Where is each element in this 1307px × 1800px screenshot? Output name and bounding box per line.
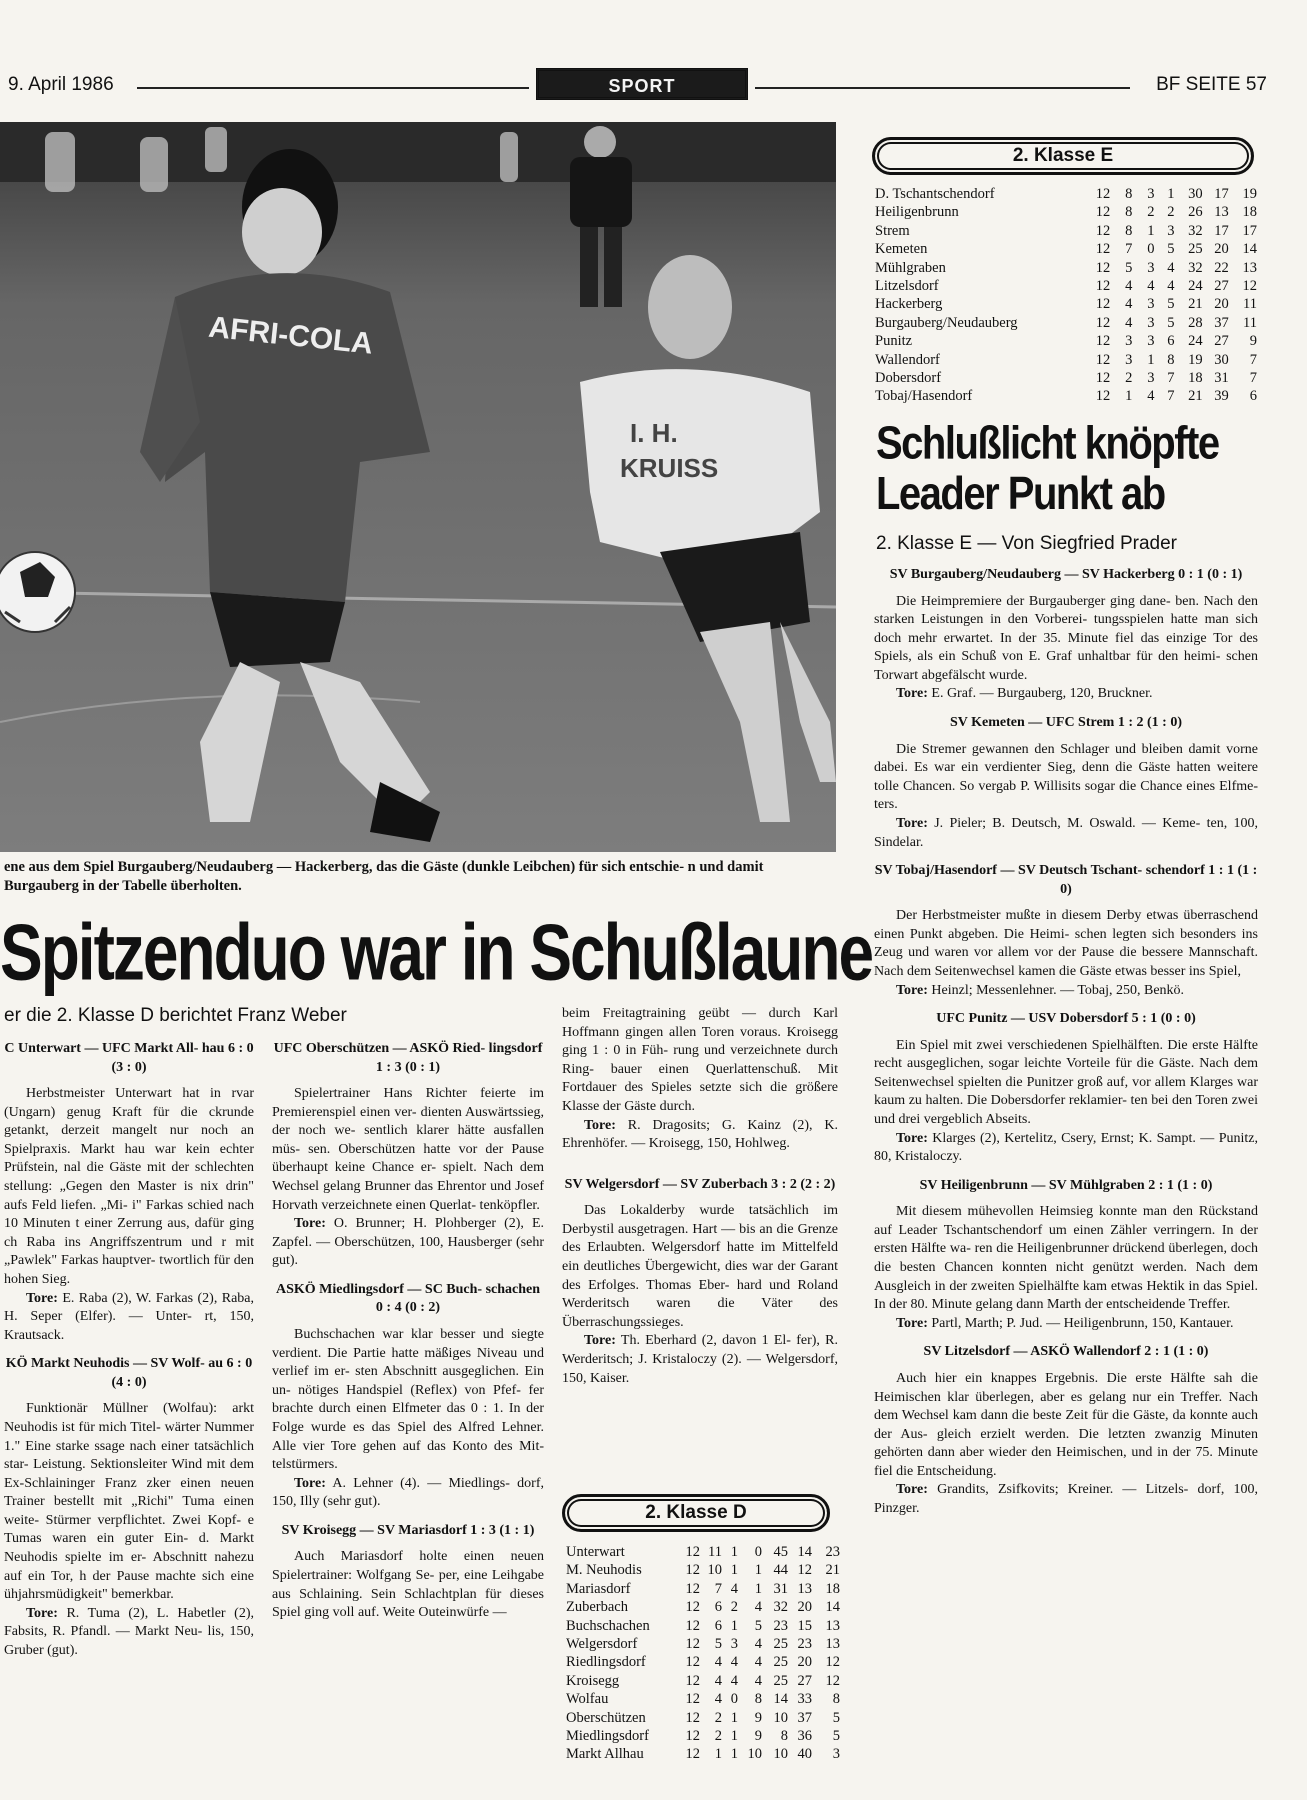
team-name: Kroisegg xyxy=(566,1672,620,1689)
stat-cell: 7 xyxy=(1167,388,1175,405)
stat-cell: 12 xyxy=(1242,278,1257,295)
match-heading: SV Litzelsdorf — ASKÖ Wallendorf 2 : 1 (1 : 0) xyxy=(923,1344,1209,1360)
stat-cell: 6 xyxy=(714,1599,722,1616)
stat-cell: 12 xyxy=(685,1654,700,1671)
stat-cell: 32 xyxy=(773,1599,788,1616)
stat-cell: 32 xyxy=(1188,222,1203,239)
stat-cell: 5 xyxy=(754,1617,762,1634)
stat-cell: 2 xyxy=(714,1728,722,1745)
stat-cell: 12 xyxy=(1095,278,1111,295)
stat-cell: 5 xyxy=(1167,314,1175,331)
team-name: Mühlgraben xyxy=(875,259,946,276)
stat-cell: 28 xyxy=(1188,314,1203,331)
stat-cell: 14 xyxy=(797,1544,812,1560)
stat-cell: 17 xyxy=(1214,222,1229,239)
team-name: D. Tschantschendorf xyxy=(875,186,995,202)
stat-cell: 12 xyxy=(1095,333,1111,350)
match-heading: C Unterwart — UFC Markt All- hau 6 : 0 (3 : 0) xyxy=(4,1041,254,1075)
team-name: Mariasdorf xyxy=(566,1580,631,1597)
table-row xyxy=(875,369,1257,387)
stat-cell: 12 xyxy=(685,1728,700,1745)
stat-cell: 1 xyxy=(1147,222,1155,239)
stat-cell: 0 xyxy=(754,1544,762,1560)
stat-cell: 8 xyxy=(1125,222,1133,239)
stat-cell: 39 xyxy=(1214,388,1229,405)
team-name: Burgauberg/Neudauberg xyxy=(875,314,1018,331)
stat-cell: 12 xyxy=(825,1654,840,1671)
table-row xyxy=(875,332,1257,350)
stat-cell: 10 xyxy=(773,1746,788,1763)
team-name: Oberschützen xyxy=(566,1709,646,1726)
stat-cell: 27 xyxy=(797,1672,812,1689)
stat-cell: 12 xyxy=(1095,222,1111,239)
team-name: Unterwart xyxy=(566,1544,625,1560)
stat-cell: 3 xyxy=(1147,370,1155,387)
stat-cell: 2 xyxy=(1167,204,1175,221)
table-row xyxy=(566,1617,840,1635)
stat-cell: 4 xyxy=(1147,388,1155,405)
scorers-line: Tore: A. Lehner (4). — Miedlings- dorf, 150, Illy (sehr gut). xyxy=(272,1475,544,1510)
stat-cell: 3 xyxy=(1125,333,1133,350)
stat-cell: 10 xyxy=(773,1709,788,1726)
table-row xyxy=(566,1598,840,1616)
header-rule-right xyxy=(755,87,1130,89)
article-e-byline: 2. Klasse E — Von Siegfried Prader xyxy=(876,533,1177,554)
stat-cell: 20 xyxy=(797,1654,812,1671)
stat-cell: 19 xyxy=(1242,186,1257,202)
match-heading: SV Heiligenbrunn — SV Mühlgraben 2 : 1 (1 : 0) xyxy=(919,1177,1213,1193)
stat-cell: 1 xyxy=(730,1544,738,1560)
stat-cell: 1 xyxy=(730,1562,738,1579)
team-name: Tobaj/Hasendorf xyxy=(875,388,973,405)
football xyxy=(0,552,75,632)
jersey-text-right-1: I. H. xyxy=(630,418,678,448)
match-heading: SV Tobaj/Hasendorf — SV Deutsch Tschant- schendorf 1 : 1 (1 : 0) xyxy=(874,863,1258,897)
stat-cell: 21 xyxy=(1188,388,1203,405)
team-name: Wallendorf xyxy=(875,351,940,368)
stat-cell: 31 xyxy=(773,1580,788,1597)
header-rule-left xyxy=(137,87,529,89)
stat-cell: 4 xyxy=(754,1599,762,1616)
table-row xyxy=(875,222,1257,240)
stat-cell: 4 xyxy=(1125,278,1133,295)
stat-cell: 2 xyxy=(1147,204,1155,221)
match-report: Ein Spiel mit zwei verschiedenen Spielhälften. Die erste Hälfte recht ausgeglichen, sogar leichte Vorteile für die Gäste. Nach dem Seitenwechsel spielten die Punitzer groß auf, vor allem Klarges war kaum zu halten. Die Dobersdorfer reklamier- ten bei den Toren zwei und drei vergeblich Abseits. xyxy=(874,1037,1258,1127)
table-row xyxy=(566,1745,840,1763)
table-row xyxy=(566,1580,840,1598)
table-row xyxy=(566,1709,840,1727)
team-name: Strem xyxy=(875,222,910,239)
match-heading: KÖ Markt Neuhodis — SV Wolf- au 6 : 0 (4 : 0) xyxy=(5,1356,253,1390)
stat-cell: 4 xyxy=(754,1636,762,1653)
stat-cell: 1 xyxy=(730,1728,738,1745)
stat-cell: 37 xyxy=(797,1709,812,1726)
match-report: Mit diesem mühevollen Heimsieg konnte man den Rückstand auf Leader Tschantschendorf um einen Zähler verringern. In der ersten Hälfte wa- ren die Heiligenbrunner drückend überlegen, doch die besten Chancen konnten nicht genützt werden. Nach dem Ausgleich in der zweiten Spielhälfte kam etwas Hektik in das Spiel. In der 80. Minute gelang dann Marth der entscheidende Treffer. xyxy=(874,1204,1258,1313)
stat-cell: 22 xyxy=(1214,259,1229,276)
stat-cell: 1 xyxy=(754,1580,762,1597)
section-label: SPORT xyxy=(536,68,748,100)
stat-cell: 27 xyxy=(1214,278,1229,295)
match-report: Auch Mariasdorf holte einen neuen Spielertrainer: Wolfgang Se- per, eine Leihgabe aus Schlaining. Sein Schlachtplan für dieses Spiel ging voll auf. Weite Outeinwürfe — xyxy=(272,1549,544,1621)
stat-cell: 12 xyxy=(1095,296,1111,313)
team-name: Hackerberg xyxy=(875,296,943,313)
issue-date: 9. April 1986 xyxy=(8,74,114,95)
stat-cell: 4 xyxy=(714,1691,722,1708)
stat-cell: 10 xyxy=(707,1562,722,1579)
stat-cell: 24 xyxy=(1188,278,1203,295)
stat-cell: 2 xyxy=(730,1599,738,1616)
match-heading: ASKÖ Miedlingsdorf — SC Buch- schachen 0 : 4 (0 : 2) xyxy=(275,1281,541,1316)
stat-cell: 8 xyxy=(1125,186,1133,202)
team-name: Dobersdorf xyxy=(875,370,942,387)
match-report: Auch hier ein knappes Ergebnis. Die erste Hälfte sah die Heimischen klar überlegen, aber es gelang nur ein Treffer. Nach dem Wechsel kam dann die beste Zeit für die Gäste, da konnte auch der Aus- gleich erzielt werden. Die letzten zwanzig Minuten gehörten dann aber wieder den Heimischen, und in der 75. Minute fiel die Entscheidung. xyxy=(874,1370,1258,1479)
stat-cell: 7 xyxy=(714,1580,722,1597)
table-row xyxy=(875,314,1257,332)
match-report: Die Heimpremiere der Burgauberger ging dane- ben. Nach den starken Leistungen in den Vorberei- tungsspielen hatte man sich doch mehr erwartet. In der 35. Minute fiel das einzige Tor des Spiels, als ein Schuß von E. Graf unhaltbar für den heimi- schen Torwart abgefälscht wurde. xyxy=(874,593,1258,683)
stat-cell: 1 xyxy=(730,1617,738,1634)
stat-cell: 18 xyxy=(825,1580,840,1597)
team-name: Riedlingsdorf xyxy=(566,1654,646,1671)
stat-cell: 20 xyxy=(1214,241,1229,258)
stat-cell: 12 xyxy=(685,1691,700,1708)
scorers-line: Tore: Heinzl; Messenlehner. — Tobaj, 250, Benkö. xyxy=(896,982,1185,998)
match-report-continued: beim Freitagtraining geübt — durch Karl Hoffmann gingen allen Toren voraus. Kroisegg ging 1 : 0 in Füh- rung und verzeichnete durch Ring- bauer einen Querlattenschuß. Mit Fortdauer des Spieles setzte sich die größere Klasse der Gäste durch. xyxy=(562,1006,838,1114)
stat-cell: 12 xyxy=(685,1746,700,1763)
stat-cell: 4 xyxy=(754,1672,762,1689)
stat-cell: 12 xyxy=(1095,259,1111,276)
stat-cell: 3 xyxy=(1147,186,1155,202)
stat-cell: 21 xyxy=(1188,296,1203,313)
stat-cell: 2 xyxy=(714,1709,722,1726)
article-e-headline-line-2: Leader Punkt ab xyxy=(876,468,1165,520)
table-d-title: 2. Klasse D xyxy=(562,1494,830,1532)
stat-cell: 1 xyxy=(1147,351,1155,368)
stat-cell: 12 xyxy=(1095,186,1111,202)
table-row xyxy=(875,387,1257,405)
stat-cell: 11 xyxy=(708,1544,722,1560)
stat-cell: 3 xyxy=(1147,314,1155,331)
stat-cell: 13 xyxy=(825,1636,840,1653)
stat-cell: 4 xyxy=(754,1654,762,1671)
stat-cell: 36 xyxy=(797,1728,812,1745)
stat-cell: 17 xyxy=(1214,186,1229,202)
match-report: Spielertrainer Hans Richter feierte im Premierenspiel einen ver- dienten Auswärtssieg, der noch we- sentlich klarer hätte ausfallen müs- sen. Oberschützen hatte vor der Pause überhaupt keine Chance er- spielt. Nach dem Wechsel gelang Brunner das Ehrentor und Josef Horvath verzeichnete einen Querlat- tenköpfler. xyxy=(272,1086,544,1213)
page-number: BF SEITE 57 xyxy=(1156,74,1267,95)
stat-cell: 12 xyxy=(685,1636,700,1653)
stat-cell: 4 xyxy=(1167,259,1175,276)
jersey-text-right-2: KRUISS xyxy=(620,453,719,483)
stat-cell: 20 xyxy=(1214,296,1229,313)
match-report: Funktionär Müllner (Wolfau): arkt Neuhodis ist für mich Titel- wärter Nummer 1." Eine starke ssage nach einer tatsächlich star- Leistung. Sektionsleiter Wind mit dem Ex-Schlaininger Franz zker einen neuen Trainer bestellt mit „Richi" Tuma einen weite- Stürmer verpflichtet. Zwei Kopf- e Tumas waren ein guter Ein- d. Markt Neuhodis spielte im er- Abschnitt nahezu auf ein Tor, h der Pause machte sich eine ühjahrsmüdigkeit" bemerkbar. xyxy=(4,1401,254,1603)
stat-cell: 25 xyxy=(773,1654,788,1671)
stat-cell: 12 xyxy=(685,1544,700,1560)
stat-cell: 12 xyxy=(1095,388,1111,405)
scorers-line: Tore: O. Brunner; H. Plohberger (2), E. Zapfel. — Oberschützen, 100, Hausberger (sehr gut). xyxy=(272,1216,544,1269)
stat-cell: 26 xyxy=(1188,204,1203,221)
stat-cell: 5 xyxy=(832,1728,840,1745)
match-report: Die Stremer gewannen den Schlager und bleiben damit vorne dabei. Es war ein verdienter Sieg, denn die Gäste hatten weitere tolle Chancen. So vergab P. Willisits sogar die Chance eines Elfme- ters. xyxy=(874,741,1258,813)
stat-cell: 33 xyxy=(797,1691,812,1708)
table-row xyxy=(875,277,1257,295)
stat-cell: 4 xyxy=(730,1580,738,1597)
stat-cell: 10 xyxy=(747,1746,762,1763)
stat-cell: 30 xyxy=(1214,351,1229,368)
stat-cell: 4 xyxy=(730,1654,738,1671)
article-e-headline xyxy=(876,418,1306,519)
stat-cell: 8 xyxy=(832,1691,840,1708)
stat-cell: 4 xyxy=(714,1654,722,1671)
stat-cell: 24 xyxy=(1188,333,1203,350)
stat-cell: 40 xyxy=(797,1746,812,1763)
stat-cell: 12 xyxy=(1095,204,1111,221)
stat-cell: 14 xyxy=(1242,241,1257,258)
stat-cell: 27 xyxy=(1214,333,1229,350)
team-name: Litzelsdorf xyxy=(875,278,939,295)
match-heading: SV Kroisegg — SV Mariasdorf 1 : 3 (1 : 1) xyxy=(281,1522,535,1538)
match-heading: SV Kemeten — UFC Strem 1 : 2 (1 : 0) xyxy=(950,715,1182,731)
stat-cell: 5 xyxy=(1167,296,1175,313)
standings-table-d xyxy=(566,1543,840,1764)
stat-cell: 5 xyxy=(714,1636,722,1653)
stat-cell: 17 xyxy=(1242,222,1257,239)
stat-cell: 12 xyxy=(1095,370,1111,387)
table-row xyxy=(566,1672,840,1690)
stat-cell: 1 xyxy=(1125,388,1133,405)
stat-cell: 11 xyxy=(1243,296,1257,313)
stat-cell: 9 xyxy=(754,1728,762,1745)
match-photo xyxy=(0,122,836,852)
stat-cell: 3 xyxy=(1147,296,1155,313)
stat-cell: 14 xyxy=(773,1691,788,1708)
stat-cell: 0 xyxy=(1147,241,1155,258)
match-report: Buchschachen war klar besser und siegte verdient. Die Partie hatte mäßiges Niveau und verlief im er- sten Abschnitt ausgeglichen. Ein un- nötiges Handspiel (Reflex) von Pfef- fer brachte durch einen Elfmeter das 0 : 1. In der Folge wurde es das Spiel des Alfred Lehner. Alle vier Tore gehen auf das Konto des Mit- telstürmers. xyxy=(272,1326,544,1473)
stat-cell: 4 xyxy=(1125,296,1133,313)
article-column-1 xyxy=(4,1040,254,1661)
stat-cell: 3 xyxy=(1125,351,1133,368)
stat-cell: 13 xyxy=(1242,259,1257,276)
stat-cell: 12 xyxy=(1095,351,1111,368)
stat-cell: 44 xyxy=(773,1562,788,1579)
stat-cell: 3 xyxy=(730,1636,738,1653)
stat-cell: 37 xyxy=(1214,314,1229,331)
table-row xyxy=(566,1653,840,1671)
stat-cell: 25 xyxy=(773,1672,788,1689)
stat-cell: 3 xyxy=(1167,222,1175,239)
table-row xyxy=(566,1543,840,1561)
stat-cell: 8 xyxy=(1167,351,1175,368)
stat-cell: 11 xyxy=(1243,314,1257,331)
stat-cell: 8 xyxy=(780,1728,788,1745)
stat-cell: 25 xyxy=(773,1636,788,1653)
stat-cell: 6 xyxy=(1249,388,1257,405)
scorers-line: Tore: Th. Eberhard (2, davon 1 El- fer), R. Werderitsch; J. Kristaloczy (2). — Welgersdorf, 150, Kaiser. xyxy=(562,1333,838,1386)
table-row xyxy=(566,1690,840,1708)
stat-cell: 20 xyxy=(797,1599,812,1616)
table-e-title: 2. Klasse E xyxy=(872,137,1254,175)
stat-cell: 6 xyxy=(714,1617,722,1634)
article-byline-main: er die 2. Klasse D berichtet Franz Weber xyxy=(4,1005,347,1026)
article-column-3 xyxy=(562,1005,838,1388)
scorers-line: Tore: E. Graf. — Burgauberg, 120, Bruckner. xyxy=(896,686,1153,702)
scorers-line: Tore: E. Raba (2), W. Farkas (2), Raba, H. Seper (Elfer). — Unter- rt, 150, Krautsack. xyxy=(4,1290,255,1343)
stat-cell: 12 xyxy=(1095,314,1111,331)
table-row xyxy=(875,203,1257,221)
stat-cell: 8 xyxy=(754,1691,762,1708)
stat-cell: 1 xyxy=(1167,186,1175,202)
match-report: Der Herbstmeister mußte in diesem Derby etwas überraschend einen Punkt abgeben. Die Heimi- schen legten sich besonders ins Zeug und waren vor allem vor der Pause die bessere Mannschaft. Nach dem Seitenwechsel kamen die Gäste etwas besser ins Spiel, xyxy=(874,908,1258,979)
scorers-line: Tore: Partl, Marth; P. Jud. — Heiligenbrunn, 150, Kantauer. xyxy=(896,1315,1234,1331)
team-name: Miedlingsdorf xyxy=(566,1728,649,1745)
stat-cell: 2 xyxy=(1125,370,1133,387)
stat-cell: 25 xyxy=(1188,241,1203,258)
stat-cell: 18 xyxy=(1188,370,1203,387)
table-row xyxy=(875,240,1257,258)
stat-cell: 13 xyxy=(797,1580,812,1597)
article-column-2 xyxy=(272,1040,544,1623)
table-row xyxy=(566,1727,840,1745)
scorers-line: Tore: R. Dragosits; G. Kainz (2), K. Ehrenhöfer. — Kroisegg, 150, Hohlweg. xyxy=(562,1117,838,1152)
stat-cell: 12 xyxy=(685,1709,700,1726)
stat-cell: 45 xyxy=(773,1544,788,1560)
stat-cell: 4 xyxy=(1167,278,1175,295)
match-heading: UFC Oberschützen — ASKÖ Ried- lingsdorf 1 : 3 (0 : 1) xyxy=(273,1041,543,1075)
stat-cell: 9 xyxy=(754,1709,762,1726)
stat-cell: 12 xyxy=(685,1672,700,1689)
team-name: Punitz xyxy=(875,333,913,350)
stat-cell: 4 xyxy=(1147,278,1155,295)
stat-cell: 7 xyxy=(1249,370,1257,387)
table-row xyxy=(875,259,1257,277)
team-name: Zuberbach xyxy=(566,1599,628,1616)
table-row xyxy=(566,1561,840,1579)
scorers-line: Tore: J. Pieler; B. Deutsch, M. Oswald. — Keme- ten, 100, Sindelar. xyxy=(874,815,1259,850)
stat-cell: 12 xyxy=(685,1617,700,1634)
table-row xyxy=(875,295,1257,313)
stat-cell: 15 xyxy=(797,1617,812,1634)
stat-cell: 14 xyxy=(825,1599,840,1616)
stat-cell: 31 xyxy=(1214,370,1229,387)
stat-cell: 12 xyxy=(685,1580,700,1597)
team-name: Heiligenbrunn xyxy=(875,204,959,221)
stat-cell: 13 xyxy=(825,1617,840,1634)
stat-cell: 21 xyxy=(825,1562,840,1579)
team-name: Wolfau xyxy=(566,1691,609,1708)
stat-cell: 7 xyxy=(1125,241,1133,258)
article-e-column xyxy=(874,566,1258,1519)
scorers-line: Tore: Klarges (2), Kertelitz, Csery, Ernst; K. Sampt. — Punitz, 80, Kristaloczy. xyxy=(874,1130,1258,1165)
match-heading: SV Burgauberg/Neudauberg — SV Hackerberg 0 : 1 (0 : 1) xyxy=(889,567,1243,582)
stat-cell: 19 xyxy=(1188,351,1203,368)
stat-cell: 1 xyxy=(730,1746,738,1763)
match-heading: SV Welgersdorf — SV Zuberbach 3 : 2 (2 : 2) xyxy=(564,1176,836,1192)
stat-cell: 5 xyxy=(832,1709,840,1726)
stat-cell: 1 xyxy=(714,1746,722,1763)
stat-cell: 12 xyxy=(685,1599,700,1616)
table-row xyxy=(566,1635,840,1653)
stat-cell: 23 xyxy=(773,1617,788,1634)
article-e-headline-line-1: Schlußlicht knöpfte xyxy=(876,418,1219,469)
stat-cell: 8 xyxy=(1125,204,1133,221)
standings-table-e xyxy=(875,185,1257,406)
stat-cell: 0 xyxy=(730,1691,738,1708)
stat-cell: 12 xyxy=(797,1562,812,1579)
team-name: Welgersdorf xyxy=(566,1636,638,1653)
match-report: Das Lokalderby wurde tatsächlich im Derbystil ausgetragen. Hart — bis an die Grenze des Erlaubten. Welgersdorf hatte im Mittelfeld ein deutliches Übergewicht, dies war der Garant des Erfolges. Thomas Eber- hard und Roland Werderitsch waren die Väter des Überraschungssieges. xyxy=(562,1203,838,1330)
team-name: Markt Allhau xyxy=(566,1746,644,1763)
team-name: Buchschachen xyxy=(566,1617,650,1634)
stat-cell: 4 xyxy=(730,1672,738,1689)
stat-cell: 9 xyxy=(1249,333,1257,350)
stat-cell: 23 xyxy=(825,1544,840,1560)
stat-cell: 32 xyxy=(1188,259,1203,276)
match-report: Herbstmeister Unterwart hat in rvar (Ungarn) genug Kraft für die ckrunde getankt, derzeit mangelt nur noch an Spielpraxis. Markt hau war kein echter Prüfstein, nal die Gäste mit der schlechten stellung: „Gegen den Master is nix drin" aufs Feld liefen. „Mi- i" Farkas schied nach 10 Minuten t einer Zerrung aus, dafür ging ch Raba ins Angriffszentrum und r mit „Pawlek" Farkas hauptver- twortlich für den hohen Sieg. xyxy=(4,1086,254,1287)
scorers-line: Tore: Grandits, Zsifkovits; Kreiner. — Litzels- dorf, 100, Pinzger. xyxy=(874,1482,1258,1517)
jersey-text-left: AFRI-COLA xyxy=(207,310,375,361)
table-row xyxy=(875,185,1257,203)
article-headline-main: Spitzenduo war in Schußlaune xyxy=(0,906,873,997)
scorers-line: Tore: R. Tuma (2), L. Habetler (2), Fabsits, R. Pfandl. — Markt Neu- lis, 150, Gruber (gut). xyxy=(4,1605,254,1659)
stat-cell: 6 xyxy=(1167,333,1175,350)
stat-cell: 7 xyxy=(1249,351,1257,368)
stat-cell: 12 xyxy=(685,1562,700,1579)
stat-cell: 3 xyxy=(832,1746,840,1763)
stat-cell: 13 xyxy=(1214,204,1229,221)
table-row xyxy=(875,351,1257,369)
stat-cell: 3 xyxy=(1147,259,1155,276)
stat-cell: 12 xyxy=(1095,241,1111,258)
stat-cell: 23 xyxy=(797,1636,812,1653)
team-name: Kemeten xyxy=(875,241,928,258)
stat-cell: 5 xyxy=(1167,241,1175,258)
team-name: M. Neuhodis xyxy=(566,1562,642,1579)
photo-caption: ene aus dem Spiel Burgauberg/Neudauberg — Hackerberg, das die Gäste (dunkle Leibchen) für sich entschie- n und damit Burgauberg in der Tabelle überholten. xyxy=(4,859,764,894)
stat-cell: 4 xyxy=(714,1672,722,1689)
stat-cell: 3 xyxy=(1147,333,1155,350)
stat-cell: 7 xyxy=(1167,370,1175,387)
stat-cell: 12 xyxy=(825,1672,840,1689)
stat-cell: 1 xyxy=(754,1562,762,1579)
stat-cell: 30 xyxy=(1188,186,1203,202)
stat-cell: 5 xyxy=(1125,259,1133,276)
stat-cell: 18 xyxy=(1242,204,1257,221)
stat-cell: 4 xyxy=(1125,314,1133,331)
match-heading: UFC Punitz — USV Dobersdorf 5 : 1 (0 : 0) xyxy=(936,1011,1196,1027)
stat-cell: 1 xyxy=(730,1709,738,1726)
